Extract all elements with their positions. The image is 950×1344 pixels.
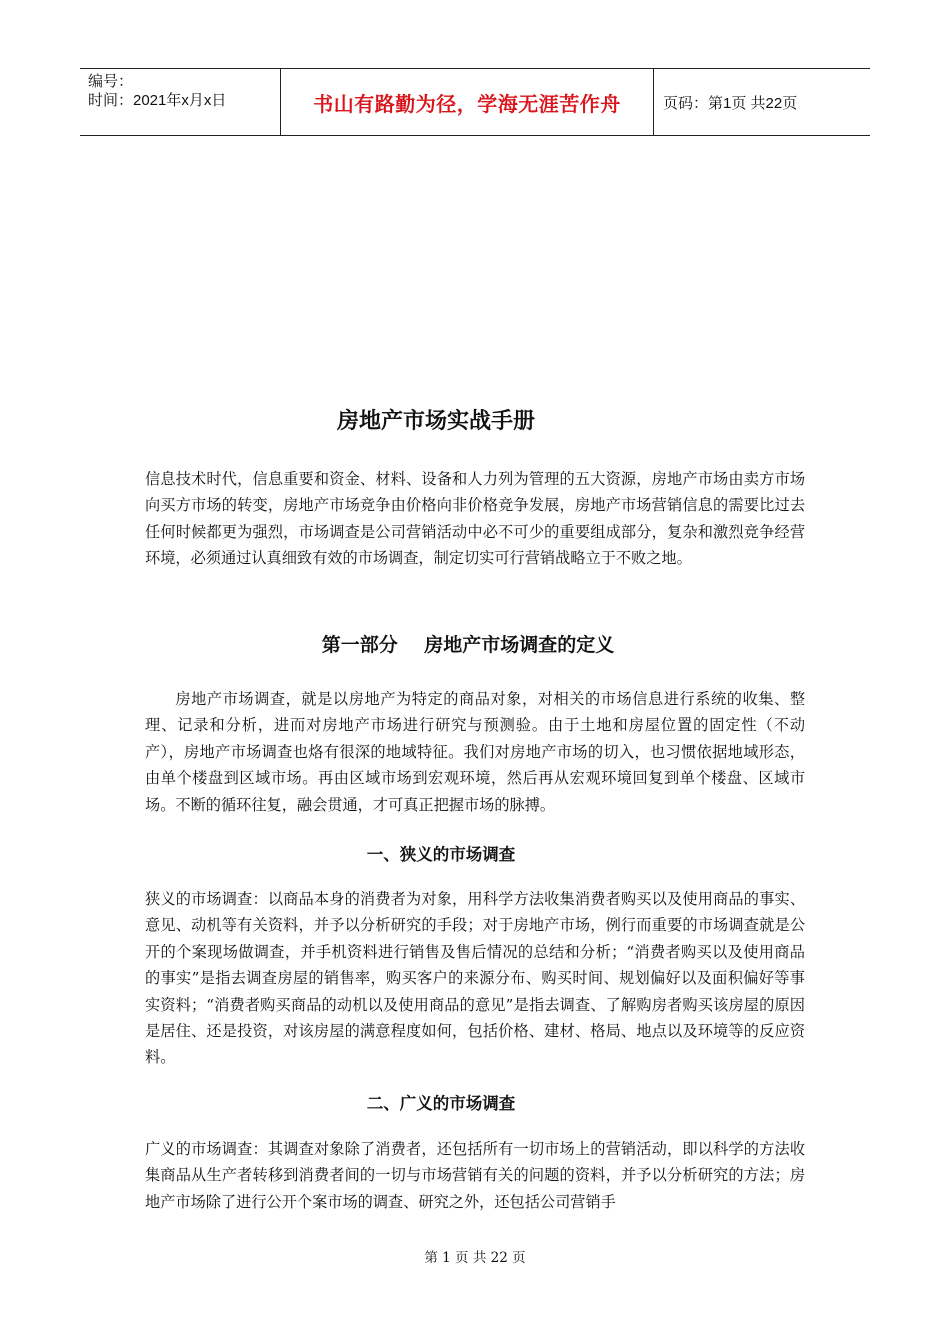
header-page-info: 页码：第1页 共22页 — [663, 94, 798, 112]
part1-paragraph: 房地产市场调查，就是以房地产为特定的商品对象，对相关的市场信息进行系统的收集、整理、记录和分析，进而对房地产市场进行研究与预测验。由于土地和房屋位置的固定性（不动产），房地产市场调查也烙有很深的地域特征。我们对房地产市场的切入，也习惯依据地域形态，由单个楼盘到区域市场。再由区域市场到宏观环境，然后再从宏观环境回复到单个楼盘、区域市场。不断的循环往复，融会贯通，才可真正把握市场的脉搏。 — [145, 690, 805, 814]
header-number-label: 编号： — [88, 73, 134, 90]
document-title: 房地产市场实战手册 — [336, 409, 535, 434]
page-header — [80, 68, 870, 136]
header-meta-cell — [80, 69, 281, 135]
section2-heading: 二、广义的市场调查 — [366, 1094, 516, 1113]
part1-heading: 第一部分 房地产市场调查的定义 — [321, 634, 615, 656]
section1-heading: 一、狭义的市场调查 — [366, 845, 516, 864]
intro-paragraph: 信息技术时代，信息重要和资金、材料、设备和人力列为管理的五大资源，房地产市场由卖方市场向买方市场的转变，房地产市场竞争由价格向非价格竞争发展，房地产市场营销信息的需要比过去任何时候都更为强烈，市场调查是公司营销活动中必不可少的重要组成部分，复杂和激烈竞争经营环境，必须通过认真细致有效的市场调查，制定切实可行营销战略立于不败之地。 — [145, 470, 805, 568]
header-motto: 书山有路勤为径，学海无涯苦作舟 — [281, 69, 654, 135]
section1-paragraph: 狭义的市场调查：以商品本身的消费者为对象，用科学方法收集消费者购买以及使用商品的事实、意见、动机等有关资料，并予以分析研究的手段；对于房地产市场，例行而重要的市场调查就是公开的个案现场做调查，并手机资料进行销售及售后情况的总结和分析；“消费者购买以及使用商品的事实”是指去调查房屋的销售率，购买客户的来源分布、购买时间、规划偏好以及面积偏好等事实资料；“消费者购买商品的动机以及使用商品的意见”是指去调查、了解购房者购买该房屋的原因是居住、还是投资，对该房屋的满意程度如何，包括价格、建材、格局、地点以及环境等的反应资料。 — [145, 890, 805, 1067]
header-time-label: 时间：2021年x月x日 — [88, 92, 227, 109]
section2-paragraph: 广义的市场调查：其调查对象除了消费者，还包括所有一切市场上的营销活动，即以科学的方法收集商品从生产者转移到消费者间的一切与市场营销有关的问题的资料，并予以分析研究的方法；房地产市场除了进行公开个案市场的调查、研究之外，还包括公司营销手 — [145, 1140, 805, 1211]
page-footer: 第 1 页 共 22 页 — [424, 1250, 526, 1266]
